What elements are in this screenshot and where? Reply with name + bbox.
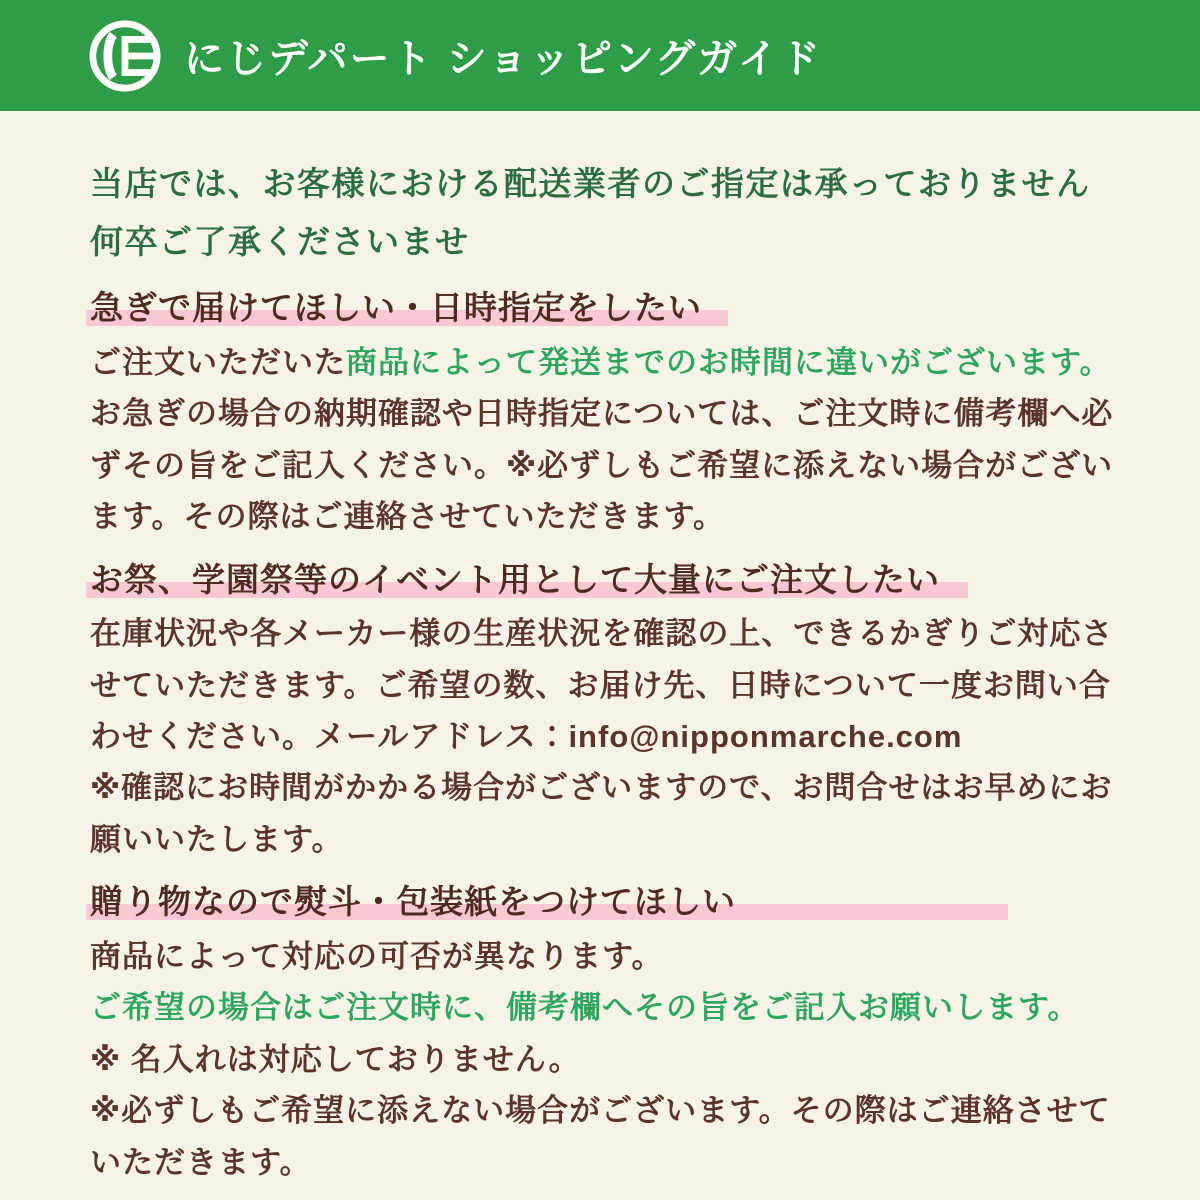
- section-heading-rush-delivery: [90, 286, 1122, 330]
- heading-highlight: 急ぎで届けてほしい・日時指定をしたい: [86, 289, 728, 326]
- intro-line-2: 何卒ご了承くださいませ: [90, 223, 470, 261]
- page-title: にじデパート ショッピングガイド: [184, 37, 822, 81]
- heading-highlight: お祭、学園祭等のイベント用として大量にご注文したい: [86, 561, 968, 598]
- section-gift-request-line: [90, 982, 1122, 1033]
- text-segment: ご注文いただいた: [90, 344, 346, 380]
- heading-highlight: 贈り物なので熨斗・包装紙をつけてほしい: [86, 883, 1008, 920]
- niji-depart-logo-icon: [88, 19, 162, 93]
- section-bulk-order-paragraph: [90, 608, 1122, 762]
- intro-line-1: 当店では、お客様における配送業者のご指定は承っておりません: [90, 165, 1091, 202]
- guide-content: [0, 111, 1200, 1188]
- section-rush-delivery-paragraph: [90, 337, 1122, 543]
- text-segment-with-email: 在庫状況や各メーカー様の生産状況を確認の上、できるかぎりご対応させていただきます。ご希望の数、お届け先、日時について一度お問い合わせください。メールアドレス：info@nipponmarche.com: [90, 616, 1114, 754]
- text-segment: ※ 名入れは対応しておりません。: [90, 1041, 581, 1077]
- text-segment: ※必ずしもご希望に添えない場合がございます。その際はご連絡させていただきます。: [90, 1093, 1111, 1180]
- text-segment-accent: 商品によって発送までのお時間に違いがございます。: [346, 344, 1112, 380]
- section-heading-gift-wrapping: [90, 880, 1122, 924]
- section-heading-bulk-order: [90, 558, 1122, 602]
- section-gift-paragraph: [90, 931, 1122, 982]
- header-bar: [0, 0, 1200, 111]
- section-gift-note-1: [90, 1034, 1122, 1085]
- text-segment: 商品によって対応の可否が異なります。: [90, 938, 664, 974]
- section-bulk-order-note: [90, 762, 1122, 865]
- text-segment: お急ぎの場合の納期確認や日時指定については、ご注文時に備考欄へ必ずその旨をご記入ください。※必ずしもご希望に添えない場合がございます。その際はご連絡させていただきます。: [90, 396, 1114, 535]
- text-segment: ※確認にお時間がかかる場合がございますので、お問合せはお早めにお願いいたします。: [90, 770, 1113, 857]
- text-segment-accent: ご希望の場合はご注文時に、備考欄へその旨をご記入お願いします。: [90, 990, 1080, 1026]
- section-gift-note-2: [90, 1085, 1122, 1188]
